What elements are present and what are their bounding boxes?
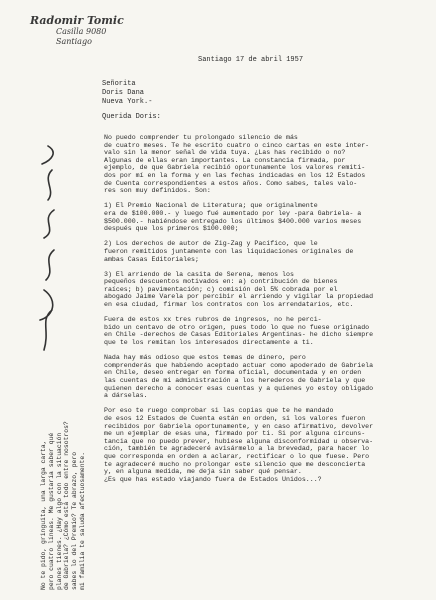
recipient-line: Doris Dana — [102, 89, 145, 97]
body-line: Por eso te ruego comprobar si las copias que te he mandado — [104, 407, 334, 415]
body-line: te agradeceré mucho no prolongar este silencio que me desconcierta — [104, 460, 366, 468]
body-line: 1) El Premio Nacional de Literatura; que originalmente — [104, 202, 318, 210]
body-line: quienen derecho a conocer esas cuentas y a quienes yo estoy obligado — [104, 384, 374, 392]
margin-typed-line: planes tienes. ¿Hay algo con la situación — [55, 432, 63, 590]
body-line: 3) El arriendo de la casita de Serena, menos los — [104, 270, 294, 278]
letter-body — [104, 134, 426, 483]
body-line — [104, 233, 426, 241]
body-line: y, en alguna medida, me deja sin saber qué pensar. — [104, 468, 302, 476]
body-line: 2) Los derechos de autor de Zig-Zag y Pacífico, que le — [104, 240, 318, 248]
recipient-line: Nueva York.- — [102, 98, 153, 106]
margin-typed-line: No te pido, gringuita, una larga carta, — [40, 440, 47, 590]
margin-typed-line: pero cuatro líneas. Me gustaría saber qué — [47, 432, 55, 590]
body-line: No puedo comprender tu prolongado silencio de más — [104, 134, 298, 141]
body-line: Nada hay más odioso que estos temas de dinero, pero — [104, 354, 306, 362]
body-line: comprenderás que habiendo aceptado actuar como apoderado de Gabriela — [104, 361, 374, 369]
body-line — [104, 400, 426, 408]
body-line: en Chile, deseo entregar en forma oficial, documentada y en orden — [104, 369, 362, 377]
body-line: fueron remitidos juntamente con las liquidaciones originales de — [104, 247, 354, 255]
body-line: en esa ciudad, firmar los contratos con los arrendatarios, etc. — [104, 301, 354, 309]
body-line — [104, 347, 426, 355]
body-line: de Cuenta correspondientes a estos años. Como sabes, tales valo- — [104, 179, 358, 187]
body-line: valo sin la menor señal de vida tuya. ¿Las has recibido o no? — [104, 149, 346, 157]
salutation: Querida Doris: — [102, 113, 161, 121]
body-line: Algunas de ellas eran importantes. La constancia firmada, por — [104, 156, 346, 164]
body-line — [104, 309, 426, 317]
body-line: de esos 12 Estados de Cuenta están en orden, si los valores fueron — [104, 414, 366, 422]
body-line: res son muy definidos. Son: — [104, 187, 211, 195]
letterhead-line-1: Casilla 9080 — [56, 27, 107, 36]
body-line: pequeños descuentos motivados en: a) contribución de bienes — [104, 278, 338, 286]
body-line: bido un centavo de otro origen, pues todo lo que no fuese originado — [104, 323, 370, 331]
body-line — [104, 263, 426, 271]
body-line: era de $100.000.- y luego fué aumentado por ley -para Gabriela- a — [104, 209, 362, 217]
body-line: recibidos por Gabriela oportunamente, y en caso afirmativo, devolver — [104, 422, 374, 430]
body-line: ambas Casas Editoriales; — [104, 255, 199, 263]
body-line: me un ejemplar de esas una, firmado por ti. Si por alguna circuns- — [104, 430, 366, 438]
margin-typed-line: mi familia te saluda afectuosamente. — [78, 451, 86, 590]
body-line — [104, 195, 426, 203]
body-line: a dárselas. — [104, 392, 148, 400]
recipient-line: Señorita — [102, 80, 136, 88]
body-line: Fuera de estos xx tres rubros de ingresos, no he perci- — [104, 316, 322, 324]
body-line: ¿Es que has estado viajando fuera de Estados Unidos...? — [104, 475, 322, 483]
recipient-block — [102, 80, 161, 122]
letter-date: Santiago 17 de abril 1957 — [198, 56, 304, 64]
letterhead-name: Radomir Tomic — [30, 14, 124, 27]
letterhead — [30, 14, 124, 47]
body-line: después que los primeros $100.000; — [104, 225, 239, 233]
body-line: dos por mí en la forma y en las fechas indicadas en los 12 Estados — [104, 171, 366, 179]
body-line: $500.000.- habiéndose entregado los últimos $400.000 varios meses — [104, 217, 362, 225]
body-line: las cuentas de mi administración a los herederos de Gabriela y que — [104, 377, 366, 384]
body-line: raíces; b) pavimentación; c) comisión del 5% cobrada por el — [104, 285, 338, 293]
body-line: que te los remitan los interesados directamente a ti. — [104, 339, 314, 347]
body-line: abogado Jaime Varela por percibir el arriendo y vigilar la propiedad — [104, 293, 374, 301]
letterhead-line-2: Santiago — [56, 37, 92, 46]
margin-typed-note — [40, 280, 87, 590]
body-line: de cuatro meses. Te he escrito cuatro o cinco cartas en este inter- — [104, 141, 370, 149]
margin-typed-line: sabes lo del Premio? Te abrazo, pero — [71, 451, 79, 590]
body-line: que corresponda en orden a aclarar, rectificar o lo que fuese. Pero — [104, 452, 370, 460]
body-line: tancia que no puedo prever, hubiese alguna disconformidad u observa- — [104, 437, 374, 445]
margin-typed-line: de Gabriela? ¿Cómo está todo entre nosotros? — [63, 421, 71, 590]
body-line: ción, también te agradeceré avisármelo a la brevedad, para hacer lo — [104, 445, 370, 453]
body-line: en Chile -derechos de Casas Editoriales Argentinas- he dicho siempre — [104, 331, 374, 339]
body-line: ejemplo, de que Gabriela recibió oportunamente los valores remiti- — [104, 164, 366, 172]
